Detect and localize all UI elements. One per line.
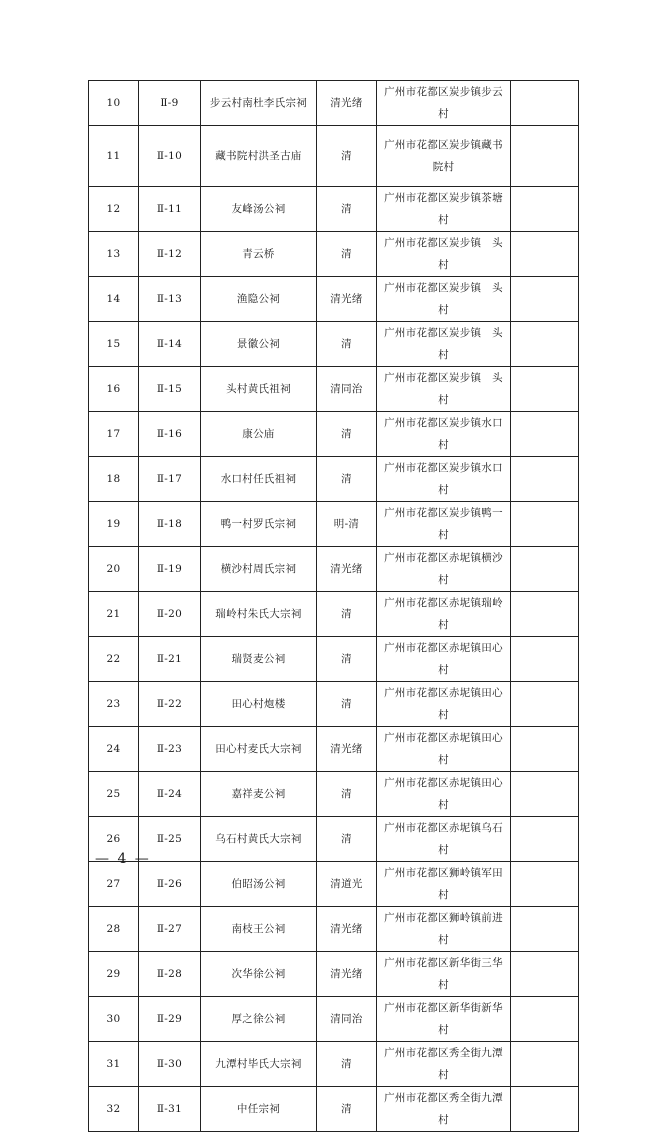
cell-serial-number: 21: [89, 592, 139, 637]
table-row: [89, 502, 579, 547]
cell-code: Ⅱ-14: [139, 322, 201, 367]
cell-location: 广州市花都区炭步镇水口村: [377, 412, 511, 457]
cell-era: 清: [317, 1087, 377, 1132]
cell-era: 清: [317, 126, 377, 187]
table-row: [89, 277, 579, 322]
cell-location: 广州市花都区赤坭镇横沙村: [377, 547, 511, 592]
cell-serial-number: 13: [89, 232, 139, 277]
cell-location: 广州市花都区新华街三华村: [377, 952, 511, 997]
cell-code: Ⅱ-17: [139, 457, 201, 502]
cell-serial-number: 15: [89, 322, 139, 367]
cell-serial-number: 31: [89, 1042, 139, 1087]
cell-location: 广州市花都区秀全街九潭村: [377, 1087, 511, 1132]
cell-remarks: [511, 592, 579, 637]
cell-remarks: [511, 952, 579, 997]
cell-era: 清: [317, 187, 377, 232]
cell-code: Ⅱ-16: [139, 412, 201, 457]
cell-code: Ⅱ-26: [139, 862, 201, 907]
cell-remarks: [511, 126, 579, 187]
cell-site-name: 中任宗祠: [201, 1087, 317, 1132]
cell-site-name: 伯昭汤公祠: [201, 862, 317, 907]
cell-code: Ⅱ-11: [139, 187, 201, 232]
cell-code: Ⅱ-22: [139, 682, 201, 727]
cell-code: Ⅱ-21: [139, 637, 201, 682]
cell-code: Ⅱ-19: [139, 547, 201, 592]
cell-serial-number: 17: [89, 412, 139, 457]
cell-serial-number: 26: [89, 817, 139, 862]
cell-era: 清: [317, 682, 377, 727]
cell-site-name: 景徽公祠: [201, 322, 317, 367]
cell-code: Ⅱ-10: [139, 126, 201, 187]
table-row: [89, 367, 579, 412]
cell-location: 广州市花都区秀全街九潭村: [377, 1042, 511, 1087]
table-row: [89, 322, 579, 367]
cell-remarks: [511, 547, 579, 592]
cell-remarks: [511, 862, 579, 907]
cell-site-name: 瑞岭村朱氏大宗祠: [201, 592, 317, 637]
cell-remarks: [511, 637, 579, 682]
cell-site-name: 友峰汤公祠: [201, 187, 317, 232]
cell-remarks: [511, 187, 579, 232]
cell-remarks: [511, 817, 579, 862]
cell-remarks: [511, 81, 579, 126]
table-row: [89, 907, 579, 952]
cell-site-name: 嘉祥麦公祠: [201, 772, 317, 817]
cell-location: 广州市花都区炭步镇步云村: [377, 81, 511, 126]
cell-era: 清: [317, 772, 377, 817]
cell-code: Ⅱ-27: [139, 907, 201, 952]
cell-serial-number: 14: [89, 277, 139, 322]
cell-site-name: 九潭村毕氏大宗祠: [201, 1042, 317, 1087]
cell-serial-number: 25: [89, 772, 139, 817]
heritage-table-body: [89, 81, 579, 1132]
cell-location: 广州市花都区赤坭镇乌石村: [377, 817, 511, 862]
cell-site-name: 瑞贤麦公祠: [201, 637, 317, 682]
cell-location: 广州市花都区赤坭镇田心村: [377, 727, 511, 772]
cell-site-name: 康公庙: [201, 412, 317, 457]
cell-era: 清道光: [317, 862, 377, 907]
table-row: [89, 81, 579, 126]
cell-remarks: [511, 907, 579, 952]
table-row: [89, 1087, 579, 1132]
cell-remarks: [511, 772, 579, 817]
cell-remarks: [511, 1042, 579, 1087]
cell-code: Ⅱ-12: [139, 232, 201, 277]
cell-code: Ⅱ-24: [139, 772, 201, 817]
cell-serial-number: 27: [89, 862, 139, 907]
table-row: [89, 682, 579, 727]
cell-site-name: 渔隐公祠: [201, 277, 317, 322]
heritage-list-page: [88, 80, 578, 1132]
cell-site-name: 水口村任氏祖祠: [201, 457, 317, 502]
cell-site-name: 厚之徐公祠: [201, 997, 317, 1042]
cell-location: 广州市花都区炭步镇 头村: [377, 277, 511, 322]
cell-site-name: 步云村南杜李氏宗祠: [201, 81, 317, 126]
cell-location: 广州市花都区炭步镇鸭一村: [377, 502, 511, 547]
cell-remarks: [511, 412, 579, 457]
table-row: [89, 772, 579, 817]
cell-serial-number: 12: [89, 187, 139, 232]
cell-site-name: 鸭一村罗氏宗祠: [201, 502, 317, 547]
cell-code: Ⅱ-31: [139, 1087, 201, 1132]
cell-era: 清: [317, 637, 377, 682]
heritage-table: [88, 80, 579, 1132]
cell-location: 广州市花都区赤坭镇田心村: [377, 682, 511, 727]
table-row: [89, 457, 579, 502]
cell-serial-number: 24: [89, 727, 139, 772]
cell-code: Ⅱ-28: [139, 952, 201, 997]
cell-era: 清: [317, 592, 377, 637]
cell-remarks: [511, 682, 579, 727]
cell-remarks: [511, 502, 579, 547]
cell-era: 清: [317, 457, 377, 502]
cell-remarks: [511, 232, 579, 277]
cell-remarks: [511, 277, 579, 322]
cell-serial-number: 29: [89, 952, 139, 997]
cell-remarks: [511, 997, 579, 1042]
cell-code: Ⅱ-15: [139, 367, 201, 412]
cell-remarks: [511, 457, 579, 502]
cell-era: 清光绪: [317, 952, 377, 997]
cell-location: 广州市花都区炭步镇水口村: [377, 457, 511, 502]
cell-era: 清光绪: [317, 727, 377, 772]
table-row: [89, 187, 579, 232]
cell-serial-number: 19: [89, 502, 139, 547]
table-row: [89, 952, 579, 997]
cell-era: 清: [317, 322, 377, 367]
cell-serial-number: 28: [89, 907, 139, 952]
table-row: [89, 592, 579, 637]
cell-code: Ⅱ-23: [139, 727, 201, 772]
page-number: — 4 —: [95, 851, 151, 867]
table-row: [89, 412, 579, 457]
cell-era: 清: [317, 232, 377, 277]
cell-location: 广州市花都区炭步镇 头村: [377, 232, 511, 277]
cell-serial-number: 22: [89, 637, 139, 682]
cell-serial-number: 18: [89, 457, 139, 502]
cell-serial-number: 30: [89, 997, 139, 1042]
cell-code: Ⅱ-9: [139, 81, 201, 126]
table-row: [89, 862, 579, 907]
cell-site-name: 藏书院村洪圣古庙: [201, 126, 317, 187]
cell-serial-number: 10: [89, 81, 139, 126]
table-row: [89, 637, 579, 682]
table-row: [89, 727, 579, 772]
cell-serial-number: 23: [89, 682, 139, 727]
cell-era: 清: [317, 817, 377, 862]
table-row: [89, 1042, 579, 1087]
cell-location: 广州市花都区新华街新华村: [377, 997, 511, 1042]
cell-era: 明-清: [317, 502, 377, 547]
cell-remarks: [511, 367, 579, 412]
table-row: [89, 232, 579, 277]
cell-code: Ⅱ-18: [139, 502, 201, 547]
cell-location: 广州市花都区狮岭镇军田村: [377, 862, 511, 907]
cell-location: 广州市花都区炭步镇藏书院村: [377, 126, 511, 187]
cell-serial-number: 11: [89, 126, 139, 187]
cell-era: 清同治: [317, 367, 377, 412]
table-row: [89, 547, 579, 592]
cell-serial-number: 20: [89, 547, 139, 592]
cell-location: 广州市花都区炭步镇 头村: [377, 367, 511, 412]
cell-site-name: 田心村麦氏大宗祠: [201, 727, 317, 772]
cell-location: 广州市花都区赤坭镇田心村: [377, 637, 511, 682]
cell-site-name: 青云桥: [201, 232, 317, 277]
cell-serial-number: 16: [89, 367, 139, 412]
cell-code: Ⅱ-13: [139, 277, 201, 322]
cell-remarks: [511, 727, 579, 772]
cell-serial-number: 32: [89, 1087, 139, 1132]
cell-era: 清: [317, 412, 377, 457]
cell-code: Ⅱ-30: [139, 1042, 201, 1087]
cell-site-name: 田心村炮楼: [201, 682, 317, 727]
cell-site-name: 乌石村黄氏大宗祠: [201, 817, 317, 862]
cell-site-name: 头村黄氏祖祠: [201, 367, 317, 412]
table-row: [89, 997, 579, 1042]
cell-code: Ⅱ-29: [139, 997, 201, 1042]
cell-site-name: 横沙村周氏宗祠: [201, 547, 317, 592]
cell-era: 清: [317, 1042, 377, 1087]
table-row: [89, 126, 579, 187]
cell-location: 广州市花都区炭步镇茶塘村: [377, 187, 511, 232]
cell-site-name: 次华徐公祠: [201, 952, 317, 997]
cell-site-name: 南枝王公祠: [201, 907, 317, 952]
table-row: [89, 817, 579, 862]
cell-era: 清同治: [317, 997, 377, 1042]
cell-remarks: [511, 1087, 579, 1132]
cell-era: 清光绪: [317, 547, 377, 592]
cell-era: 清光绪: [317, 81, 377, 126]
cell-code: Ⅱ-25: [139, 817, 201, 862]
cell-era: 清光绪: [317, 907, 377, 952]
cell-location: 广州市花都区赤坭镇田心村: [377, 772, 511, 817]
cell-code: Ⅱ-20: [139, 592, 201, 637]
cell-era: 清光绪: [317, 277, 377, 322]
cell-location: 广州市花都区狮岭镇前进村: [377, 907, 511, 952]
cell-location: 广州市花都区赤坭镇瑞岭村: [377, 592, 511, 637]
cell-remarks: [511, 322, 579, 367]
cell-location: 广州市花都区炭步镇 头村: [377, 322, 511, 367]
